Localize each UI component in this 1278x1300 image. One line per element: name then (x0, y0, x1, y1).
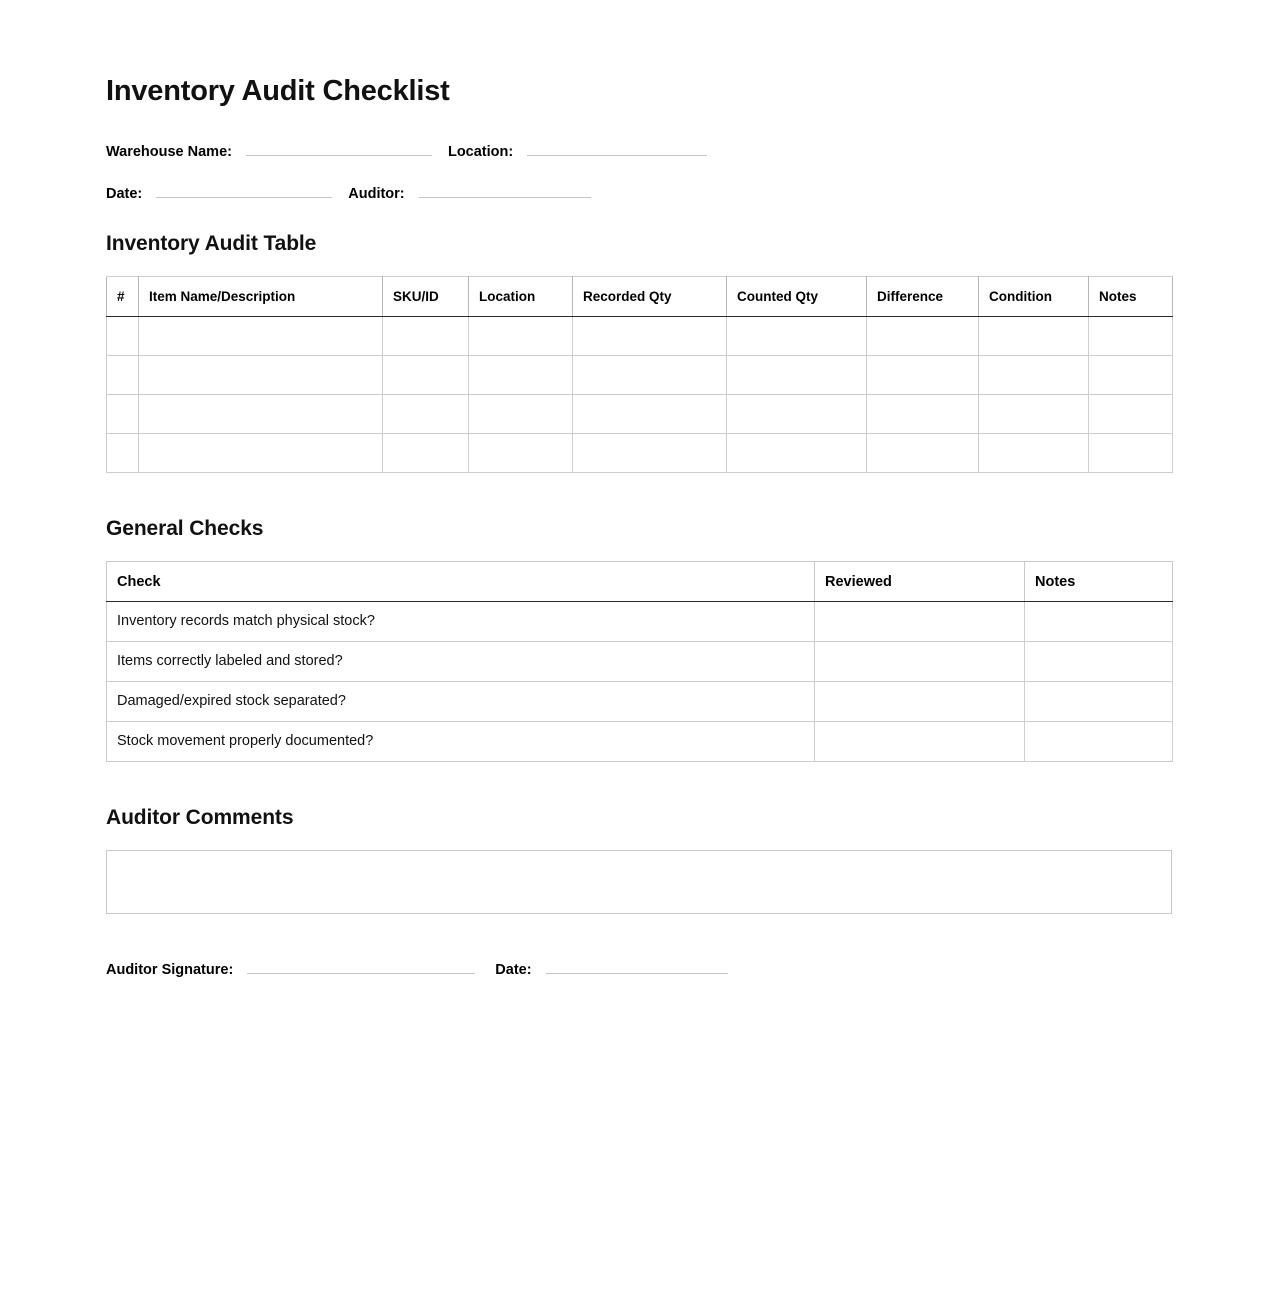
date-label: Date: (106, 185, 143, 202)
inventory-cell-recorded[interactable] (573, 394, 727, 433)
inventory-cell-difference[interactable] (867, 433, 979, 472)
inventory-cell-recorded[interactable] (573, 355, 727, 394)
auditor-field-group (348, 180, 590, 202)
table-row (107, 681, 1173, 721)
inventory-cell-sku[interactable] (383, 355, 469, 394)
check-label-cell: Inventory records match physical stock? (107, 601, 815, 641)
table-row (107, 355, 1173, 394)
signature-date-field-group (495, 956, 727, 978)
auditor-input[interactable] (419, 180, 591, 198)
inventory-col-header-recorded: Recorded Qty (573, 276, 727, 316)
check-notes-cell[interactable] (1025, 641, 1173, 681)
inventory-cell-recorded[interactable] (573, 316, 727, 355)
signature-date-label: Date: (495, 961, 532, 978)
location-input[interactable] (527, 138, 707, 156)
check-reviewed-cell[interactable] (815, 721, 1025, 761)
inventory-col-header-difference: Difference (867, 276, 979, 316)
table-row (107, 316, 1173, 355)
inventory-cell-sku[interactable] (383, 394, 469, 433)
checks-col-header-notes: Notes (1025, 561, 1173, 601)
inventory-cell-difference[interactable] (867, 394, 979, 433)
table-row (107, 641, 1173, 681)
inventory-cell-condition[interactable] (979, 394, 1089, 433)
inventory-cell-item[interactable] (139, 433, 383, 472)
auditor-comments-heading: Auditor Comments (106, 805, 294, 829)
inventory-col-header-sku: SKU/ID (383, 276, 469, 316)
warehouse-name-label: Warehouse Name: (106, 143, 232, 160)
check-reviewed-cell[interactable] (815, 641, 1025, 681)
inventory-cell-number[interactable] (107, 394, 139, 433)
table-row (107, 394, 1173, 433)
check-label-cell: Damaged/expired stock separated? (107, 681, 815, 721)
signature-row (106, 956, 1172, 978)
inventory-cell-item[interactable] (139, 394, 383, 433)
inventory-cell-number[interactable] (107, 355, 139, 394)
check-notes-cell[interactable] (1025, 681, 1173, 721)
table-row (107, 601, 1173, 641)
location-label: Location: (447, 143, 514, 160)
inventory-cell-condition[interactable] (979, 316, 1089, 355)
warehouse-name-input[interactable] (246, 138, 432, 156)
inventory-table-header-row (107, 276, 1173, 316)
inventory-cell-location[interactable] (469, 394, 573, 433)
inventory-col-header-item: Item Name/Description (139, 276, 383, 316)
date-input[interactable] (156, 180, 332, 198)
signature-date-input[interactable] (546, 956, 728, 974)
general-checks-table (106, 561, 1173, 762)
auditor-comments-textarea[interactable] (106, 850, 1172, 914)
inventory-col-header-condition: Condition (979, 276, 1089, 316)
general-checks-heading: General Checks (106, 516, 264, 540)
inventory-col-header-number: # (107, 276, 139, 316)
inventory-section-heading: Inventory Audit Table (106, 231, 317, 255)
inventory-cell-condition[interactable] (979, 355, 1089, 394)
table-row (107, 721, 1173, 761)
inventory-cell-number[interactable] (107, 316, 139, 355)
inventory-cell-notes[interactable] (1089, 355, 1173, 394)
inventory-cell-counted[interactable] (727, 394, 867, 433)
inventory-cell-sku[interactable] (383, 316, 469, 355)
table-row (107, 433, 1173, 472)
auditor-label: Auditor: (348, 185, 405, 202)
check-notes-cell[interactable] (1025, 721, 1173, 761)
check-label-cell: Stock movement properly documented? (107, 721, 815, 761)
auditor-signature-field-group (106, 956, 475, 978)
inventory-cell-difference[interactable] (867, 355, 979, 394)
inventory-cell-number[interactable] (107, 433, 139, 472)
check-reviewed-cell[interactable] (815, 681, 1025, 721)
inventory-cell-recorded[interactable] (573, 433, 727, 472)
check-reviewed-cell[interactable] (815, 601, 1025, 641)
inventory-cell-notes[interactable] (1089, 433, 1173, 472)
checks-table-header-row (107, 561, 1173, 601)
inventory-cell-location[interactable] (469, 355, 573, 394)
inventory-cell-location[interactable] (469, 316, 573, 355)
inventory-cell-location[interactable] (469, 433, 573, 472)
check-label-cell: Items correctly labeled and stored? (107, 641, 815, 681)
inventory-cell-condition[interactable] (979, 433, 1089, 472)
inventory-col-header-notes: Notes (1089, 276, 1173, 316)
inventory-cell-item[interactable] (139, 316, 383, 355)
inventory-cell-notes[interactable] (1089, 316, 1173, 355)
inventory-audit-table (106, 276, 1173, 473)
inventory-col-header-location: Location (469, 276, 573, 316)
check-notes-cell[interactable] (1025, 601, 1173, 641)
inventory-cell-counted[interactable] (727, 433, 867, 472)
inventory-cell-counted[interactable] (727, 316, 867, 355)
date-field-group (106, 180, 332, 202)
location-field-group (448, 138, 707, 160)
header-field-row-2 (106, 180, 1172, 202)
inventory-cell-difference[interactable] (867, 316, 979, 355)
inventory-cell-item[interactable] (139, 355, 383, 394)
warehouse-name-field-group (106, 138, 432, 160)
inventory-cell-notes[interactable] (1089, 394, 1173, 433)
header-field-row-1 (106, 138, 1172, 160)
page-title: Inventory Audit Checklist (106, 75, 450, 107)
auditor-signature-input[interactable] (247, 956, 475, 974)
checks-col-header-reviewed: Reviewed (815, 561, 1025, 601)
inventory-col-header-counted: Counted Qty (727, 276, 867, 316)
checks-col-header-check: Check (107, 561, 815, 601)
inventory-cell-sku[interactable] (383, 433, 469, 472)
auditor-signature-label: Auditor Signature: (106, 961, 234, 978)
inventory-cell-counted[interactable] (727, 355, 867, 394)
